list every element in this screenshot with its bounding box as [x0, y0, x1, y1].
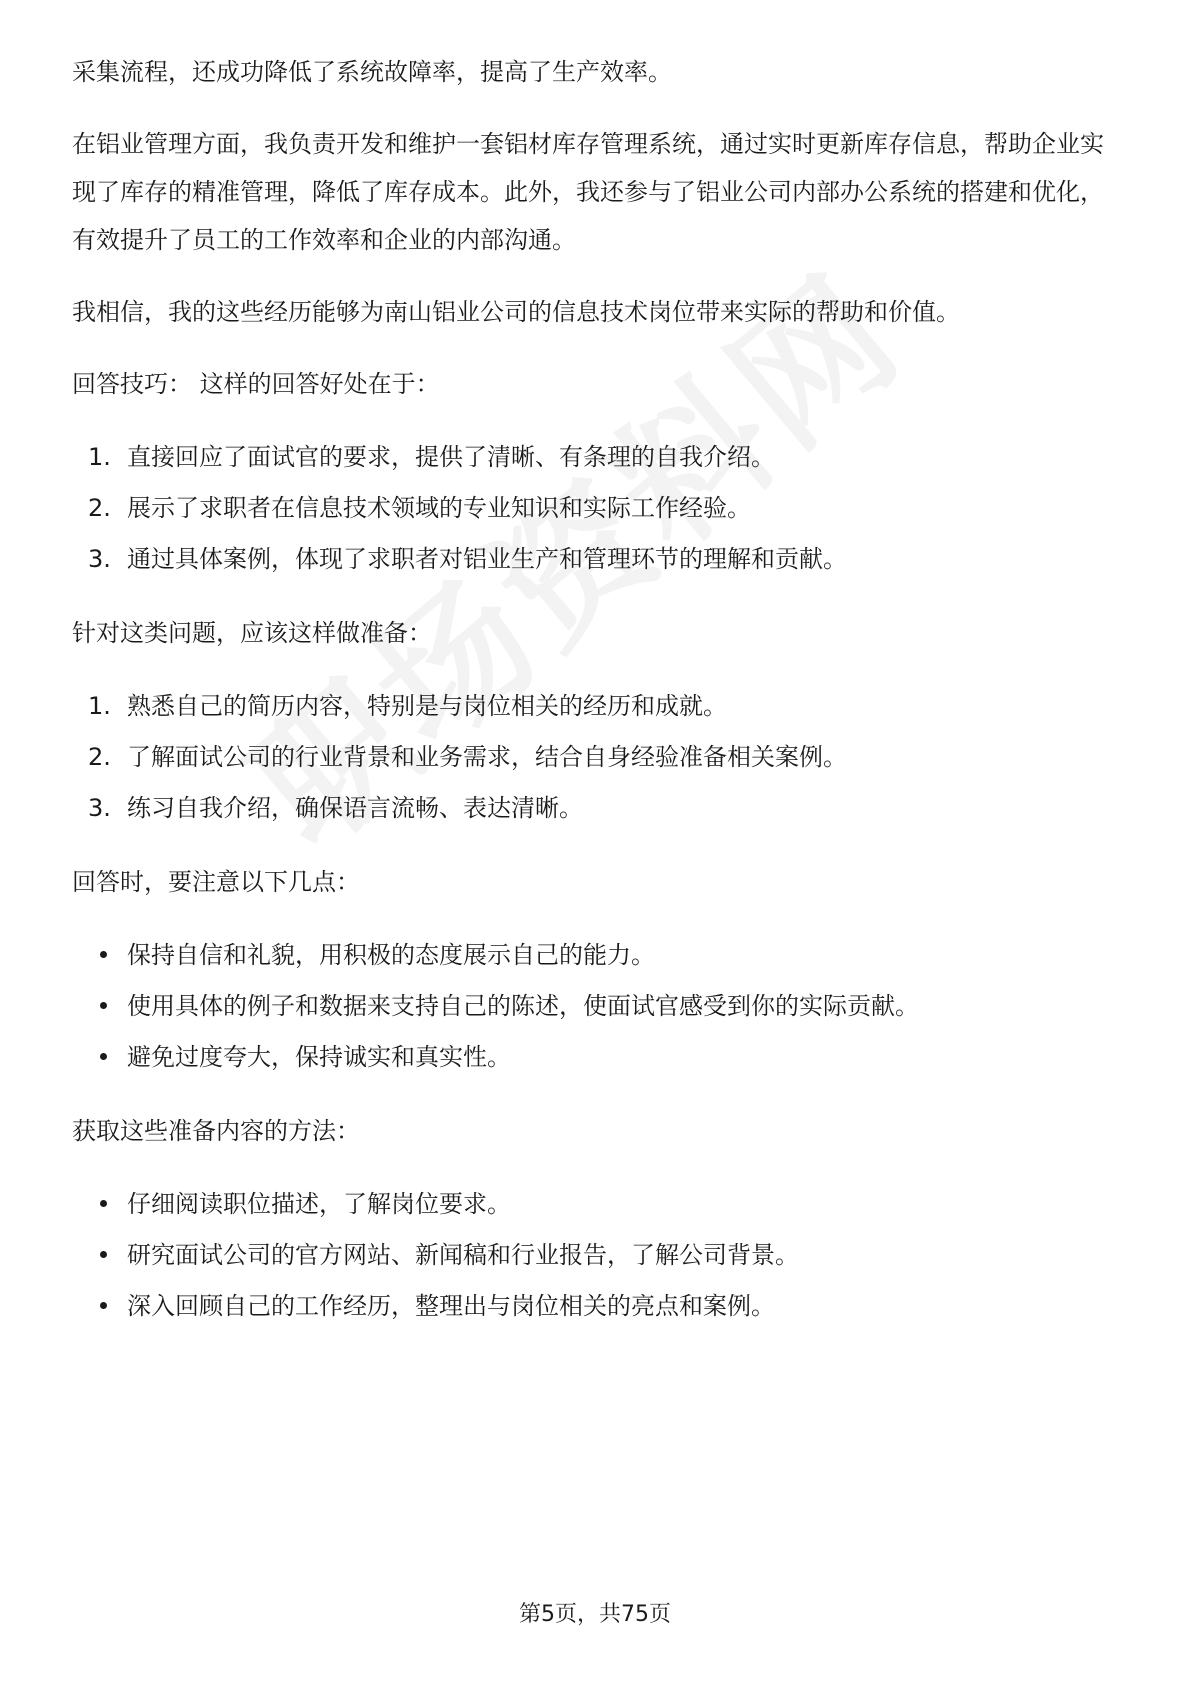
list-number: 1.	[88, 692, 111, 720]
list-item	[72, 930, 1117, 981]
tips-list	[72, 432, 1117, 585]
list-item-text: 避免过度夸大，保持诚实和真实性。	[127, 1043, 511, 1071]
list-item	[72, 534, 1117, 585]
list-item	[72, 783, 1117, 834]
bullet-icon	[100, 1053, 107, 1060]
list-item-text: 仔细阅读职位描述，了解岗位要求。	[127, 1190, 511, 1218]
list-item	[72, 981, 1117, 1032]
bullet-icon	[100, 1302, 107, 1309]
attention-list	[72, 930, 1117, 1083]
bullet-icon	[100, 1200, 107, 1207]
methods-heading: 获取这些准备内容的方法：	[72, 1117, 360, 1145]
list-item-text: 通过具体案例，体现了求职者对铝业生产和管理环节的理解和贡献。	[127, 545, 847, 573]
page-number: 第5页，共75页	[519, 1602, 671, 1627]
list-item	[72, 432, 1117, 483]
methods-list	[72, 1179, 1117, 1332]
bullet-icon	[100, 951, 107, 958]
attention-heading: 回答时，要注意以下几点：	[72, 868, 360, 896]
tips-heading: 回答技巧： 这样的回答好处在于：	[72, 370, 440, 398]
list-item-text: 练习自我介绍，确保语言流畅、表达清晰。	[127, 794, 583, 822]
list-item	[72, 483, 1117, 534]
list-item-text: 直接回应了面试官的要求，提供了清晰、有条理的自我介绍。	[127, 443, 775, 471]
list-item-text: 熟悉自己的简历内容，特别是与岗位相关的经历和成就。	[127, 692, 727, 720]
list-item	[72, 1179, 1117, 1230]
prepare-heading: 针对这类问题，应该这样做准备：	[72, 619, 432, 647]
list-item-text: 研究面试公司的官方网站、新闻稿和行业报告，了解公司背景。	[127, 1241, 799, 1269]
paragraph-1: 采集流程，还成功降低了系统故障率，提高了生产效率。	[72, 58, 672, 86]
list-item-text: 使用具体的例子和数据来支持自己的陈述，使面试官感受到你的实际贡献。	[127, 992, 919, 1020]
paragraph-2: 在铝业管理方面，我负责开发和维护一套铝材库存管理系统，通过实时更新库存信息，帮助企业实现了库存的精准管理，降低了库存成本。此外，我还参与了铝业公司内部办公系统的搭建和优化，有效提升了员工的工作效率和企业的内部沟通。	[72, 130, 1104, 254]
prepare-list	[72, 681, 1117, 834]
bullet-icon	[100, 1251, 107, 1258]
list-item	[72, 1281, 1117, 1332]
list-item	[72, 732, 1117, 783]
list-item	[72, 1230, 1117, 1281]
list-item-text: 深入回顾自己的工作经历，整理出与岗位相关的亮点和案例。	[127, 1292, 775, 1320]
list-number: 3.	[88, 794, 111, 822]
list-item-text: 展示了求职者在信息技术领域的专业知识和实际工作经验。	[127, 494, 751, 522]
list-number: 3.	[88, 545, 111, 573]
list-item-text: 保持自信和礼貌，用积极的态度展示自己的能力。	[127, 941, 655, 969]
bullet-icon	[100, 1002, 107, 1009]
list-number: 2.	[88, 743, 111, 771]
list-item	[72, 681, 1117, 732]
list-item	[72, 1032, 1117, 1083]
list-number: 2.	[88, 494, 111, 522]
list-number: 1.	[88, 443, 111, 471]
document-body	[72, 48, 1117, 1356]
list-item-text: 了解面试公司的行业背景和业务需求，结合自身经验准备相关案例。	[127, 743, 847, 771]
paragraph-3: 我相信，我的这些经历能够为南山铝业公司的信息技术岗位带来实际的帮助和价值。	[72, 298, 960, 326]
